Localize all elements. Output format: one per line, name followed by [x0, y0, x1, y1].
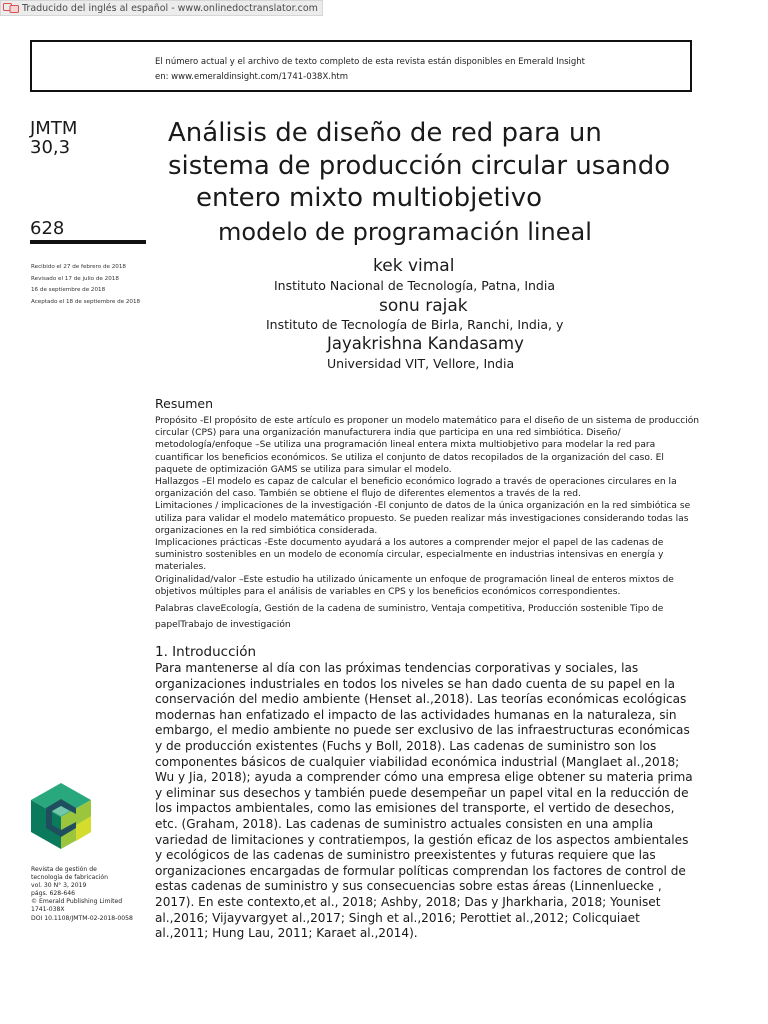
author-1-name: kek vimal	[373, 256, 455, 276]
translator-bar[interactable]	[0, 0, 323, 16]
citation-line-1: Revista de gestión de	[31, 866, 97, 873]
journal-citation	[31, 866, 133, 923]
author-3-affiliation: Universidad VIT, Vellore, India	[327, 356, 515, 371]
abstract-heading: Resumen	[155, 396, 214, 411]
journal-code	[30, 119, 77, 157]
author-1-affiliation: Instituto Nacional de Tecnología, Patna, India	[274, 278, 555, 293]
journal-volume: 30,3	[30, 137, 71, 158]
emerald-logo-icon	[29, 781, 93, 851]
availability-notice	[30, 40, 692, 92]
journal-abbrev: JMTM	[30, 118, 78, 139]
author-2-affiliation: Instituto de Tecnología de Birla, Ranchi, India, y	[266, 317, 564, 332]
abstract-implications: Implicaciones prácticas -Este documento ayudará a los autores a comprender mejor el papel de las cadenas de suministro sostenibles en un modelo de economía circular, especialmente en industrias intensivas en energía y materiales.	[155, 538, 664, 573]
citation-line-6: 1741-038X	[31, 906, 65, 914]
notice-line-1: El número actual y el archivo de texto completo de esta revista están disponibles en Emerald Insight	[155, 57, 586, 67]
abstract-purpose: Propósito -El propósito de este artículo es proponer un modelo matemático para el diseño de un sistema de producción circular (CPS) para una organización manufacturera india que participa en una red simbiótica. Diseño/ metodología/enfoque –Se utiliza una programación lineal entera mixta multiobjetivo para modelar la red para cuantificar los beneficios económicos. Se utiliza el conjunto de datos recopilados de la organización del caso. El paquete de optimización GAMS se utiliza para simular el modelo.	[155, 416, 700, 475]
introduction-paragraph: Para mantenerse al día con las próximas tendencias corporativas y sociales, las organizaciones industriales en todos los niveles se han dado cuenta de su papel en la conservación del medio ambiente (Henset al.,2018). Las teorías económicas ecológicas modernas han enfatizado el impacto de las actividades humanas en la naturaleza, sin embargo, el medio ambiente no puede ser exclusivo de las infraestructuras económicas y de producción existentes (Fuchs y Boll, 2018). Las cadenas de suministro son los componentes básicos de cualquier viabilidad económica industrial (Manglaet al.,2018; Wu y Jia, 2018); ayuda a comprender cómo una empresa elige obtener su materia prima y eliminar sus desechos y también puede desempeñar un papel vital en la reducción de los impactos ambientales, como las emisiones del transporte, el vertido de desechos, etc. (Graham, 2018). Las cadenas de suministro actuales consisten en una amplia variedad de limitaciones y contratiempos, la gestión eficaz de los aspectos ambientales y ecológicos de las cadenas de suministro preexistentes y futuras requiere que las organizaciones encargadas de formular políticas comprendan los factores de control de estas cadenas de suministro y sus consecuencias sobre estas áreas (Linnenluecke , 2017). En este contexto,et al., 2018; Ashby, 2018; Das y Jharkharia, 2018; Youniset al.,2016; Vijayvargyet al.,2017; Singh et al.,2016; Perottiet al.,2012; Colicquiaet al.,2011; Hung Lau, 2011; Karaet al.,2014).	[155, 661, 693, 941]
abstract-originality: Originalidad/valor –Este estudio ha utilizado únicamente un enfoque de programación lineal de enteros mixtos de objetivos múltiples para el análisis de variables en CPS y los beneficios económicos correspondientes.	[155, 574, 674, 597]
title-line-4: modelo de programación lineal	[218, 218, 592, 246]
abstract-body	[155, 415, 700, 633]
abstract-findings: Hallazgos –El modelo es capaz de calcular el beneficio económico logrado a través de operaciones circulares en la organización del caso. También se obtiene el flujo de diferentes elementos a través de la red.	[155, 477, 677, 500]
article-dates	[31, 262, 140, 308]
date-accepted: Aceptado el 18 de septiembre de 2018	[31, 298, 141, 305]
author-3-name: Jayakrishna Kandasamy	[327, 334, 524, 353]
author-2-name: sonu rajak	[379, 296, 468, 316]
date-revised: Revisado el 17 de julio de 2018	[31, 275, 119, 282]
citation-line-4: págs. 628-646	[31, 890, 75, 898]
title-line-2: sistema de producción circular usando	[168, 151, 671, 181]
citation-doi: DOI 10.1108/JMTM-02-2018-0058	[31, 914, 133, 922]
abstract-limitations: Limitaciones / implicaciones de la investigación -El conjunto de datos de la única organización en la red simbiótica se utiliza para validar el modelo matemático propuesto. Se pueden realizar más investigaciones considerando todas las organizaciones en la red simbiótica considerada.	[155, 501, 691, 536]
page-number: 628	[30, 218, 65, 239]
translate-icon	[3, 3, 19, 13]
abstract-keywords: Palabras claveEcología, Gestión de la cadena de suministro, Ventaja competitiva, Producción sostenible Tipo de papelTrabajo de investigación	[155, 604, 664, 630]
citation-line-5: © Emerald Publishing Limited	[31, 898, 123, 906]
title-line-3: entero mixto multiobjetivo	[196, 183, 543, 213]
notice-line-2: en: www.emeraldinsight.com/1741-038X.htm	[155, 72, 348, 82]
page-number-rule	[30, 240, 146, 244]
citation-line-2: tecnología de fabricación	[31, 874, 108, 882]
date-revised-2: 16 de septiembre de 2018	[31, 287, 106, 293]
section-heading-introduction: 1. Introducción	[155, 644, 257, 660]
translator-link[interactable]: Traducido del inglés al español - www.onlinedoctranslator.com	[22, 2, 318, 14]
title-line-1: Análisis de diseño de red para un	[168, 118, 602, 148]
date-received: Recibido el 27 de febrero de 2018	[31, 264, 126, 270]
citation-line-3: vol. 30 N° 3, 2019	[31, 882, 87, 890]
